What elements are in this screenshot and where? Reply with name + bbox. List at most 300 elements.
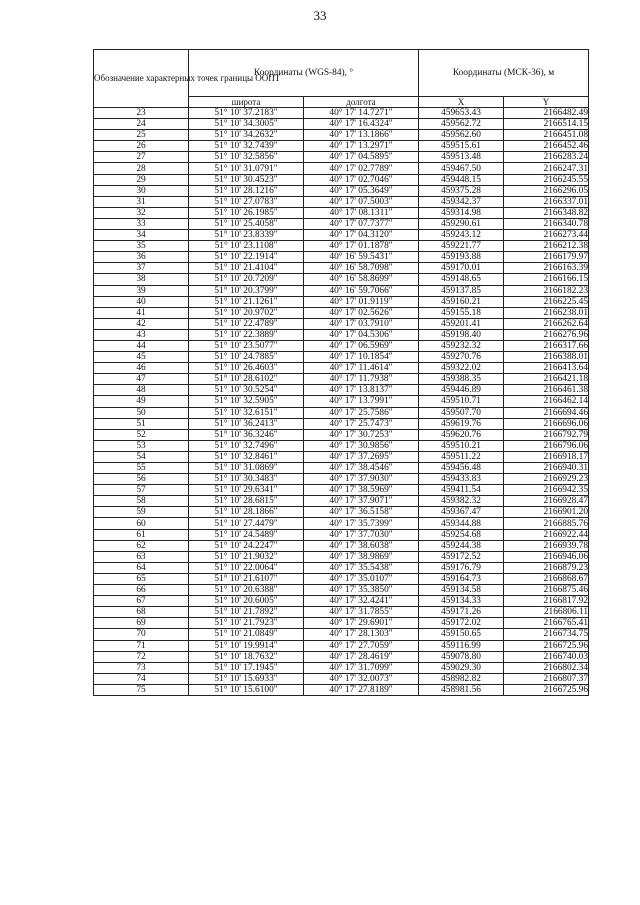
latitude-cell: 51° 10' 23.8339"	[189, 230, 304, 241]
x-coordinate-cell: 459513.48	[419, 152, 504, 163]
longitude-cell: 40° 17' 06.5969"	[304, 340, 419, 351]
longitude-cell: 40° 17' 35.0107"	[304, 573, 419, 584]
longitude-cell: 40° 17' 02.5626"	[304, 307, 419, 318]
point-number-cell: 29	[94, 174, 189, 185]
longitude-cell: 40° 16' 59.7066"	[304, 285, 419, 296]
x-coordinate-cell: 459510.21	[419, 440, 504, 451]
point-number-cell: 74	[94, 673, 189, 684]
y-coordinate-cell: 2166807.37	[504, 673, 589, 684]
point-number-cell: 56	[94, 474, 189, 485]
table-row	[94, 152, 589, 163]
x-coordinate-cell: 459342.37	[419, 196, 504, 207]
table-row	[94, 196, 589, 207]
point-number-cell: 50	[94, 407, 189, 418]
x-coordinate-cell: 459254.68	[419, 529, 504, 540]
latitude-cell: 51° 10' 27.4479"	[189, 518, 304, 529]
y-coordinate-cell: 2166482.49	[504, 108, 589, 119]
table-row	[94, 651, 589, 662]
y-coordinate-cell: 2166348.82	[504, 207, 589, 218]
latitude-cell: 51° 10' 27.0783"	[189, 196, 304, 207]
y-coordinate-cell: 2166452.46	[504, 141, 589, 152]
longitude-cell: 40° 17' 35.5438"	[304, 562, 419, 573]
x-coordinate-cell: 459176.79	[419, 562, 504, 573]
latitude-cell: 51° 10' 28.1866"	[189, 507, 304, 518]
table-row	[94, 474, 589, 485]
point-number-cell: 57	[94, 485, 189, 496]
longitude-cell: 40° 17' 35.7399"	[304, 518, 419, 529]
x-coordinate-cell: 459375.28	[419, 185, 504, 196]
longitude-cell: 40° 17' 27.7059"	[304, 640, 419, 651]
longitude-cell: 40° 17' 35.3850"	[304, 585, 419, 596]
table-row	[94, 618, 589, 629]
longitude-cell: 40° 17' 28.1303"	[304, 629, 419, 640]
point-number-cell: 64	[94, 562, 189, 573]
table-row	[94, 440, 589, 451]
table-row	[94, 252, 589, 263]
latitude-cell: 51° 10' 36.3246"	[189, 429, 304, 440]
longitude-cell: 40° 17' 38.6038"	[304, 540, 419, 551]
y-coordinate-cell: 2166725.96	[504, 640, 589, 651]
point-number-cell: 52	[94, 429, 189, 440]
latitude-cell: 51° 10' 15.6100"	[189, 684, 304, 695]
x-coordinate-cell: 459270.76	[419, 352, 504, 363]
longitude-cell: 40° 17' 08.1311"	[304, 207, 419, 218]
table-row	[94, 263, 589, 274]
table-row	[94, 518, 589, 529]
x-coordinate-cell: 459232.32	[419, 340, 504, 351]
longitude-cell: 40° 17' 38.4546"	[304, 463, 419, 474]
latitude-cell: 51° 10' 32.7439"	[189, 141, 304, 152]
longitude-cell: 40° 17' 05.3649"	[304, 185, 419, 196]
latitude-cell: 51° 10' 19.9914"	[189, 640, 304, 651]
point-number-cell: 36	[94, 252, 189, 263]
longitude-cell: 40° 17' 30.9856"	[304, 440, 419, 451]
latitude-cell: 51° 10' 29.6341"	[189, 485, 304, 496]
x-coordinate-cell: 459653.43	[419, 108, 504, 119]
x-coordinate-cell: 459446.89	[419, 385, 504, 396]
table-row	[94, 285, 589, 296]
page-number: 33	[313, 8, 327, 23]
latitude-cell: 51° 10' 30.5254"	[189, 385, 304, 396]
longitude-cell: 40° 17' 28.4619"	[304, 651, 419, 662]
table-row	[94, 141, 589, 152]
table-row	[94, 451, 589, 462]
x-coordinate-cell: 459164.73	[419, 573, 504, 584]
x-coordinate-cell: 458982.82	[419, 673, 504, 684]
x-coordinate-cell: 459201.41	[419, 318, 504, 329]
longitude-cell: 40° 17' 36.5158"	[304, 507, 419, 518]
point-number-cell: 34	[94, 230, 189, 241]
y-coordinate-cell: 2166238.01	[504, 307, 589, 318]
point-number-cell: 40	[94, 296, 189, 307]
longitude-cell: 40° 17' 38.9869"	[304, 551, 419, 562]
longitude-cell: 40° 17' 16.4324"	[304, 119, 419, 130]
y-coordinate-cell: 2166875.46	[504, 585, 589, 596]
point-number-cell: 62	[94, 540, 189, 551]
latitude-cell: 51° 10' 34.2632"	[189, 130, 304, 141]
latitude-cell: 51° 10' 26.4603"	[189, 363, 304, 374]
table-row	[94, 174, 589, 185]
y-coordinate-cell: 2166792.79	[504, 429, 589, 440]
latitude-cell: 51° 10' 22.4789"	[189, 318, 304, 329]
longitude-cell: 40° 17' 25.7586"	[304, 407, 419, 418]
latitude-cell: 51° 10' 20.6388"	[189, 585, 304, 596]
y-coordinate-cell: 2166918.17	[504, 451, 589, 462]
table-row	[94, 529, 589, 540]
point-number-cell: 66	[94, 585, 189, 596]
y-coordinate-cell: 2166462.14	[504, 396, 589, 407]
point-number-cell: 25	[94, 130, 189, 141]
y-coordinate-cell: 2166166.15	[504, 274, 589, 285]
point-number-cell: 59	[94, 507, 189, 518]
latitude-cell: 51° 10' 22.1914"	[189, 252, 304, 263]
table-row	[94, 507, 589, 518]
y-coordinate-cell: 2166942.35	[504, 485, 589, 496]
table-row	[94, 407, 589, 418]
latitude-cell: 51° 10' 32.6151"	[189, 407, 304, 418]
table-row	[94, 363, 589, 374]
x-coordinate-cell: 459198.40	[419, 329, 504, 340]
latitude-cell: 51° 10' 28.1216"	[189, 185, 304, 196]
table-row	[94, 429, 589, 440]
latitude-cell: 51° 10' 26.1985"	[189, 207, 304, 218]
latitude-cell: 51° 10' 23.5077"	[189, 340, 304, 351]
x-coordinate-cell: 459290.61	[419, 218, 504, 229]
x-coordinate-cell: 459078.80	[419, 651, 504, 662]
y-coordinate-cell: 2166817.92	[504, 596, 589, 607]
y-coordinate-cell: 2166296.05	[504, 185, 589, 196]
x-coordinate-cell: 459314.98	[419, 207, 504, 218]
latitude-cell: 51° 10' 37.2183"	[189, 108, 304, 119]
header-msk36: Координаты (МСК-36), м	[419, 50, 589, 97]
table-row	[94, 684, 589, 695]
point-number-cell: 67	[94, 596, 189, 607]
point-number-cell: 60	[94, 518, 189, 529]
latitude-cell: 51° 10' 21.0849"	[189, 629, 304, 640]
latitude-cell: 51° 10' 24.7885"	[189, 352, 304, 363]
table-row	[94, 274, 589, 285]
y-coordinate-cell: 2166421.18	[504, 374, 589, 385]
x-coordinate-cell: 459510.71	[419, 396, 504, 407]
table-row	[94, 385, 589, 396]
latitude-cell: 51° 10' 32.8461"	[189, 451, 304, 462]
longitude-cell: 40° 16' 58.8699"	[304, 274, 419, 285]
table-row	[94, 540, 589, 551]
x-coordinate-cell: 459367.47	[419, 507, 504, 518]
y-coordinate-cell: 2166806.11	[504, 607, 589, 618]
table-row	[94, 352, 589, 363]
y-coordinate-cell: 2166765.41	[504, 618, 589, 629]
table-row	[94, 218, 589, 229]
longitude-cell: 40° 17' 14.7271"	[304, 108, 419, 119]
longitude-cell: 40° 16' 58.7098"	[304, 263, 419, 274]
table-row	[94, 241, 589, 252]
table-row	[94, 207, 589, 218]
table-row	[94, 673, 589, 684]
latitude-cell: 51° 10' 21.1261"	[189, 296, 304, 307]
point-number-cell: 37	[94, 263, 189, 274]
x-coordinate-cell: 459619.76	[419, 418, 504, 429]
latitude-cell: 51° 10' 23.1108"	[189, 241, 304, 252]
longitude-cell: 40° 17' 38.5969"	[304, 485, 419, 496]
longitude-cell: 40° 17' 10.1854"	[304, 352, 419, 363]
latitude-cell: 51° 10' 30.3483"	[189, 474, 304, 485]
y-coordinate-cell: 2166929.23	[504, 474, 589, 485]
longitude-cell: 40° 17' 37.9071"	[304, 496, 419, 507]
point-number-cell: 51	[94, 418, 189, 429]
x-coordinate-cell: 459448.15	[419, 174, 504, 185]
y-coordinate-cell: 2166939.78	[504, 540, 589, 551]
point-number-cell: 41	[94, 307, 189, 318]
y-coordinate-cell: 2166514.15	[504, 119, 589, 130]
latitude-cell: 51° 10' 28.6815"	[189, 496, 304, 507]
latitude-cell: 51° 10' 20.7209"	[189, 274, 304, 285]
table-row	[94, 374, 589, 385]
longitude-cell: 40° 17' 13.1866"	[304, 130, 419, 141]
y-coordinate-cell: 2166413.64	[504, 363, 589, 374]
y-coordinate-cell: 2166262.64	[504, 318, 589, 329]
point-number-cell: 31	[94, 196, 189, 207]
point-number-cell: 54	[94, 451, 189, 462]
x-coordinate-cell: 459244.38	[419, 540, 504, 551]
x-coordinate-cell: 459160.21	[419, 296, 504, 307]
y-coordinate-cell: 2166725.96	[504, 684, 589, 695]
longitude-cell: 40° 17' 07.7377"	[304, 218, 419, 229]
latitude-cell: 51° 10' 20.6005"	[189, 596, 304, 607]
latitude-cell: 51° 10' 32.7496"	[189, 440, 304, 451]
point-number-cell: 24	[94, 119, 189, 130]
longitude-cell: 40° 17' 11.7938"	[304, 374, 419, 385]
x-coordinate-cell: 459515.61	[419, 141, 504, 152]
point-number-cell: 49	[94, 396, 189, 407]
y-coordinate-cell: 2166885.76	[504, 518, 589, 529]
longitude-cell: 40° 17' 01.1878"	[304, 241, 419, 252]
table-row	[94, 662, 589, 673]
latitude-cell: 51° 10' 21.9032"	[189, 551, 304, 562]
point-number-cell: 42	[94, 318, 189, 329]
longitude-cell: 40° 17' 04.3120"	[304, 230, 419, 241]
point-number-cell: 28	[94, 163, 189, 174]
table-row	[94, 418, 589, 429]
x-coordinate-cell: 459172.02	[419, 618, 504, 629]
x-coordinate-cell: 459193.88	[419, 252, 504, 263]
point-number-cell: 33	[94, 218, 189, 229]
longitude-cell: 40° 17' 29.6901"	[304, 618, 419, 629]
x-coordinate-cell: 459511.22	[419, 451, 504, 462]
table-row	[94, 396, 589, 407]
table-row	[94, 585, 589, 596]
y-coordinate-cell: 2166273.44	[504, 230, 589, 241]
point-number-cell: 55	[94, 463, 189, 474]
longitude-cell: 40° 17' 37.2695"	[304, 451, 419, 462]
y-coordinate-cell: 2166740.03	[504, 651, 589, 662]
latitude-cell: 51° 10' 34.3005"	[189, 119, 304, 130]
point-number-cell: 70	[94, 629, 189, 640]
longitude-cell: 40° 17' 31.7099"	[304, 662, 419, 673]
longitude-cell: 40° 17' 31.7855"	[304, 607, 419, 618]
longitude-cell: 40° 17' 02.7046"	[304, 174, 419, 185]
latitude-cell: 51° 10' 18.7632"	[189, 651, 304, 662]
table-row	[94, 163, 589, 174]
y-coordinate-cell: 2166317.66	[504, 340, 589, 351]
latitude-cell: 51° 10' 20.9702"	[189, 307, 304, 318]
longitude-cell: 40° 17' 13.8137"	[304, 385, 419, 396]
table-row	[94, 573, 589, 584]
y-coordinate-cell: 2166276.96	[504, 329, 589, 340]
y-coordinate-cell: 2166922.44	[504, 529, 589, 540]
y-coordinate-cell: 2166696.06	[504, 418, 589, 429]
y-coordinate-cell: 2166245.55	[504, 174, 589, 185]
header-latitude: широта	[189, 97, 304, 108]
table-row	[94, 485, 589, 496]
x-coordinate-cell: 459171.26	[419, 607, 504, 618]
x-coordinate-cell: 459243.12	[419, 230, 504, 241]
point-number-cell: 75	[94, 684, 189, 695]
table-row	[94, 119, 589, 130]
x-coordinate-cell: 459170.01	[419, 263, 504, 274]
header-x: X	[419, 97, 504, 108]
table-row	[94, 318, 589, 329]
latitude-cell: 51° 10' 28.6102"	[189, 374, 304, 385]
longitude-cell: 40° 17' 04.5895"	[304, 152, 419, 163]
x-coordinate-cell: 459620.76	[419, 429, 504, 440]
latitude-cell: 51° 10' 31.0869"	[189, 463, 304, 474]
y-coordinate-cell: 2166212.38	[504, 241, 589, 252]
table-row	[94, 496, 589, 507]
point-number-cell: 61	[94, 529, 189, 540]
x-coordinate-cell: 459029.30	[419, 662, 504, 673]
x-coordinate-cell: 459155.18	[419, 307, 504, 318]
x-coordinate-cell: 459116.99	[419, 640, 504, 651]
longitude-cell: 40° 17' 32.4241"	[304, 596, 419, 607]
longitude-cell: 40° 17' 07.5003"	[304, 196, 419, 207]
y-coordinate-cell: 2166182.23	[504, 285, 589, 296]
point-number-cell: 30	[94, 185, 189, 196]
point-number-cell: 45	[94, 352, 189, 363]
latitude-cell: 51° 10' 31.0791"	[189, 163, 304, 174]
longitude-cell: 40° 17' 37.9030"	[304, 474, 419, 485]
point-number-cell: 63	[94, 551, 189, 562]
y-coordinate-cell: 2166283.24	[504, 152, 589, 163]
latitude-cell: 51° 10' 21.6107"	[189, 573, 304, 584]
latitude-cell: 51° 10' 32.5856"	[189, 152, 304, 163]
point-number-cell: 35	[94, 241, 189, 252]
y-coordinate-cell: 2166796.06	[504, 440, 589, 451]
y-coordinate-cell: 2166940.31	[504, 463, 589, 474]
x-coordinate-cell: 459134.58	[419, 585, 504, 596]
point-number-cell: 43	[94, 329, 189, 340]
y-coordinate-cell: 2166868.67	[504, 573, 589, 584]
latitude-cell: 51° 10' 20.3799"	[189, 285, 304, 296]
latitude-cell: 51° 10' 21.7892"	[189, 607, 304, 618]
longitude-cell: 40° 16' 59.5431"	[304, 252, 419, 263]
point-number-cell: 65	[94, 573, 189, 584]
x-coordinate-cell: 459221.77	[419, 241, 504, 252]
latitude-cell: 51° 10' 17.1945"	[189, 662, 304, 673]
point-number-cell: 53	[94, 440, 189, 451]
x-coordinate-cell: 459507.70	[419, 407, 504, 418]
point-number-cell: 44	[94, 340, 189, 351]
point-number-cell: 71	[94, 640, 189, 651]
table-row	[94, 629, 589, 640]
table-row	[94, 463, 589, 474]
x-coordinate-cell: 459172.52	[419, 551, 504, 562]
table-row	[94, 551, 589, 562]
latitude-cell: 51° 10' 24.2247"	[189, 540, 304, 551]
x-coordinate-cell: 459456.48	[419, 463, 504, 474]
y-coordinate-cell: 2166337.01	[504, 196, 589, 207]
x-coordinate-cell: 459467.50	[419, 163, 504, 174]
point-number-cell: 32	[94, 207, 189, 218]
x-coordinate-cell: 459562.60	[419, 130, 504, 141]
point-number-cell: 47	[94, 374, 189, 385]
header-longitude: долгота	[304, 97, 419, 108]
latitude-cell: 51° 10' 15.6933"	[189, 673, 304, 684]
x-coordinate-cell: 459433.83	[419, 474, 504, 485]
header-y: Y	[504, 97, 589, 108]
table-row	[94, 108, 589, 119]
x-coordinate-cell: 459134.33	[419, 596, 504, 607]
table-row	[94, 230, 589, 241]
y-coordinate-cell: 2166247.31	[504, 163, 589, 174]
coordinates-table	[93, 49, 589, 696]
y-coordinate-cell: 2166179.97	[504, 252, 589, 263]
latitude-cell: 51° 10' 22.0064"	[189, 562, 304, 573]
longitude-cell: 40° 17' 32.0073"	[304, 673, 419, 684]
latitude-cell: 51° 10' 25.4058"	[189, 218, 304, 229]
y-coordinate-cell: 2166461.38	[504, 385, 589, 396]
point-number-cell: 58	[94, 496, 189, 507]
table-row	[94, 307, 589, 318]
y-coordinate-cell: 2166928.47	[504, 496, 589, 507]
table-row	[94, 640, 589, 651]
x-coordinate-cell: 459562.72	[419, 119, 504, 130]
x-coordinate-cell: 458981.56	[419, 684, 504, 695]
table-row	[94, 185, 589, 196]
point-number-cell: 38	[94, 274, 189, 285]
y-coordinate-cell: 2166388.01	[504, 352, 589, 363]
table-row	[94, 329, 589, 340]
point-number-cell: 23	[94, 108, 189, 119]
longitude-cell: 40° 17' 37.7030"	[304, 529, 419, 540]
table-row	[94, 296, 589, 307]
x-coordinate-cell: 459411.54	[419, 485, 504, 496]
longitude-cell: 40° 17' 27.8189"	[304, 684, 419, 695]
y-coordinate-cell: 2166901.20	[504, 507, 589, 518]
point-number-cell: 48	[94, 385, 189, 396]
longitude-cell: 40° 17' 25.7473"	[304, 418, 419, 429]
point-number-cell: 69	[94, 618, 189, 629]
point-number-cell: 46	[94, 363, 189, 374]
header-point: Обозначение характерных точек границы ООПТ	[94, 50, 189, 108]
table-row	[94, 340, 589, 351]
y-coordinate-cell: 2166694.46	[504, 407, 589, 418]
y-coordinate-cell: 2166163.39	[504, 263, 589, 274]
table-body	[94, 108, 589, 696]
x-coordinate-cell: 459148.65	[419, 274, 504, 285]
header-wgs84: Координаты (WGS-84), °	[189, 50, 419, 97]
latitude-cell: 51° 10' 36.2413"	[189, 418, 304, 429]
x-coordinate-cell: 459388.35	[419, 374, 504, 385]
longitude-cell: 40° 17' 01.9119"	[304, 296, 419, 307]
point-number-cell: 27	[94, 152, 189, 163]
latitude-cell: 51° 10' 22.3889"	[189, 329, 304, 340]
y-coordinate-cell: 2166225.45	[504, 296, 589, 307]
table-row	[94, 607, 589, 618]
longitude-cell: 40° 17' 03.7910"	[304, 318, 419, 329]
x-coordinate-cell: 459150.65	[419, 629, 504, 640]
y-coordinate-cell: 2166340.78	[504, 218, 589, 229]
